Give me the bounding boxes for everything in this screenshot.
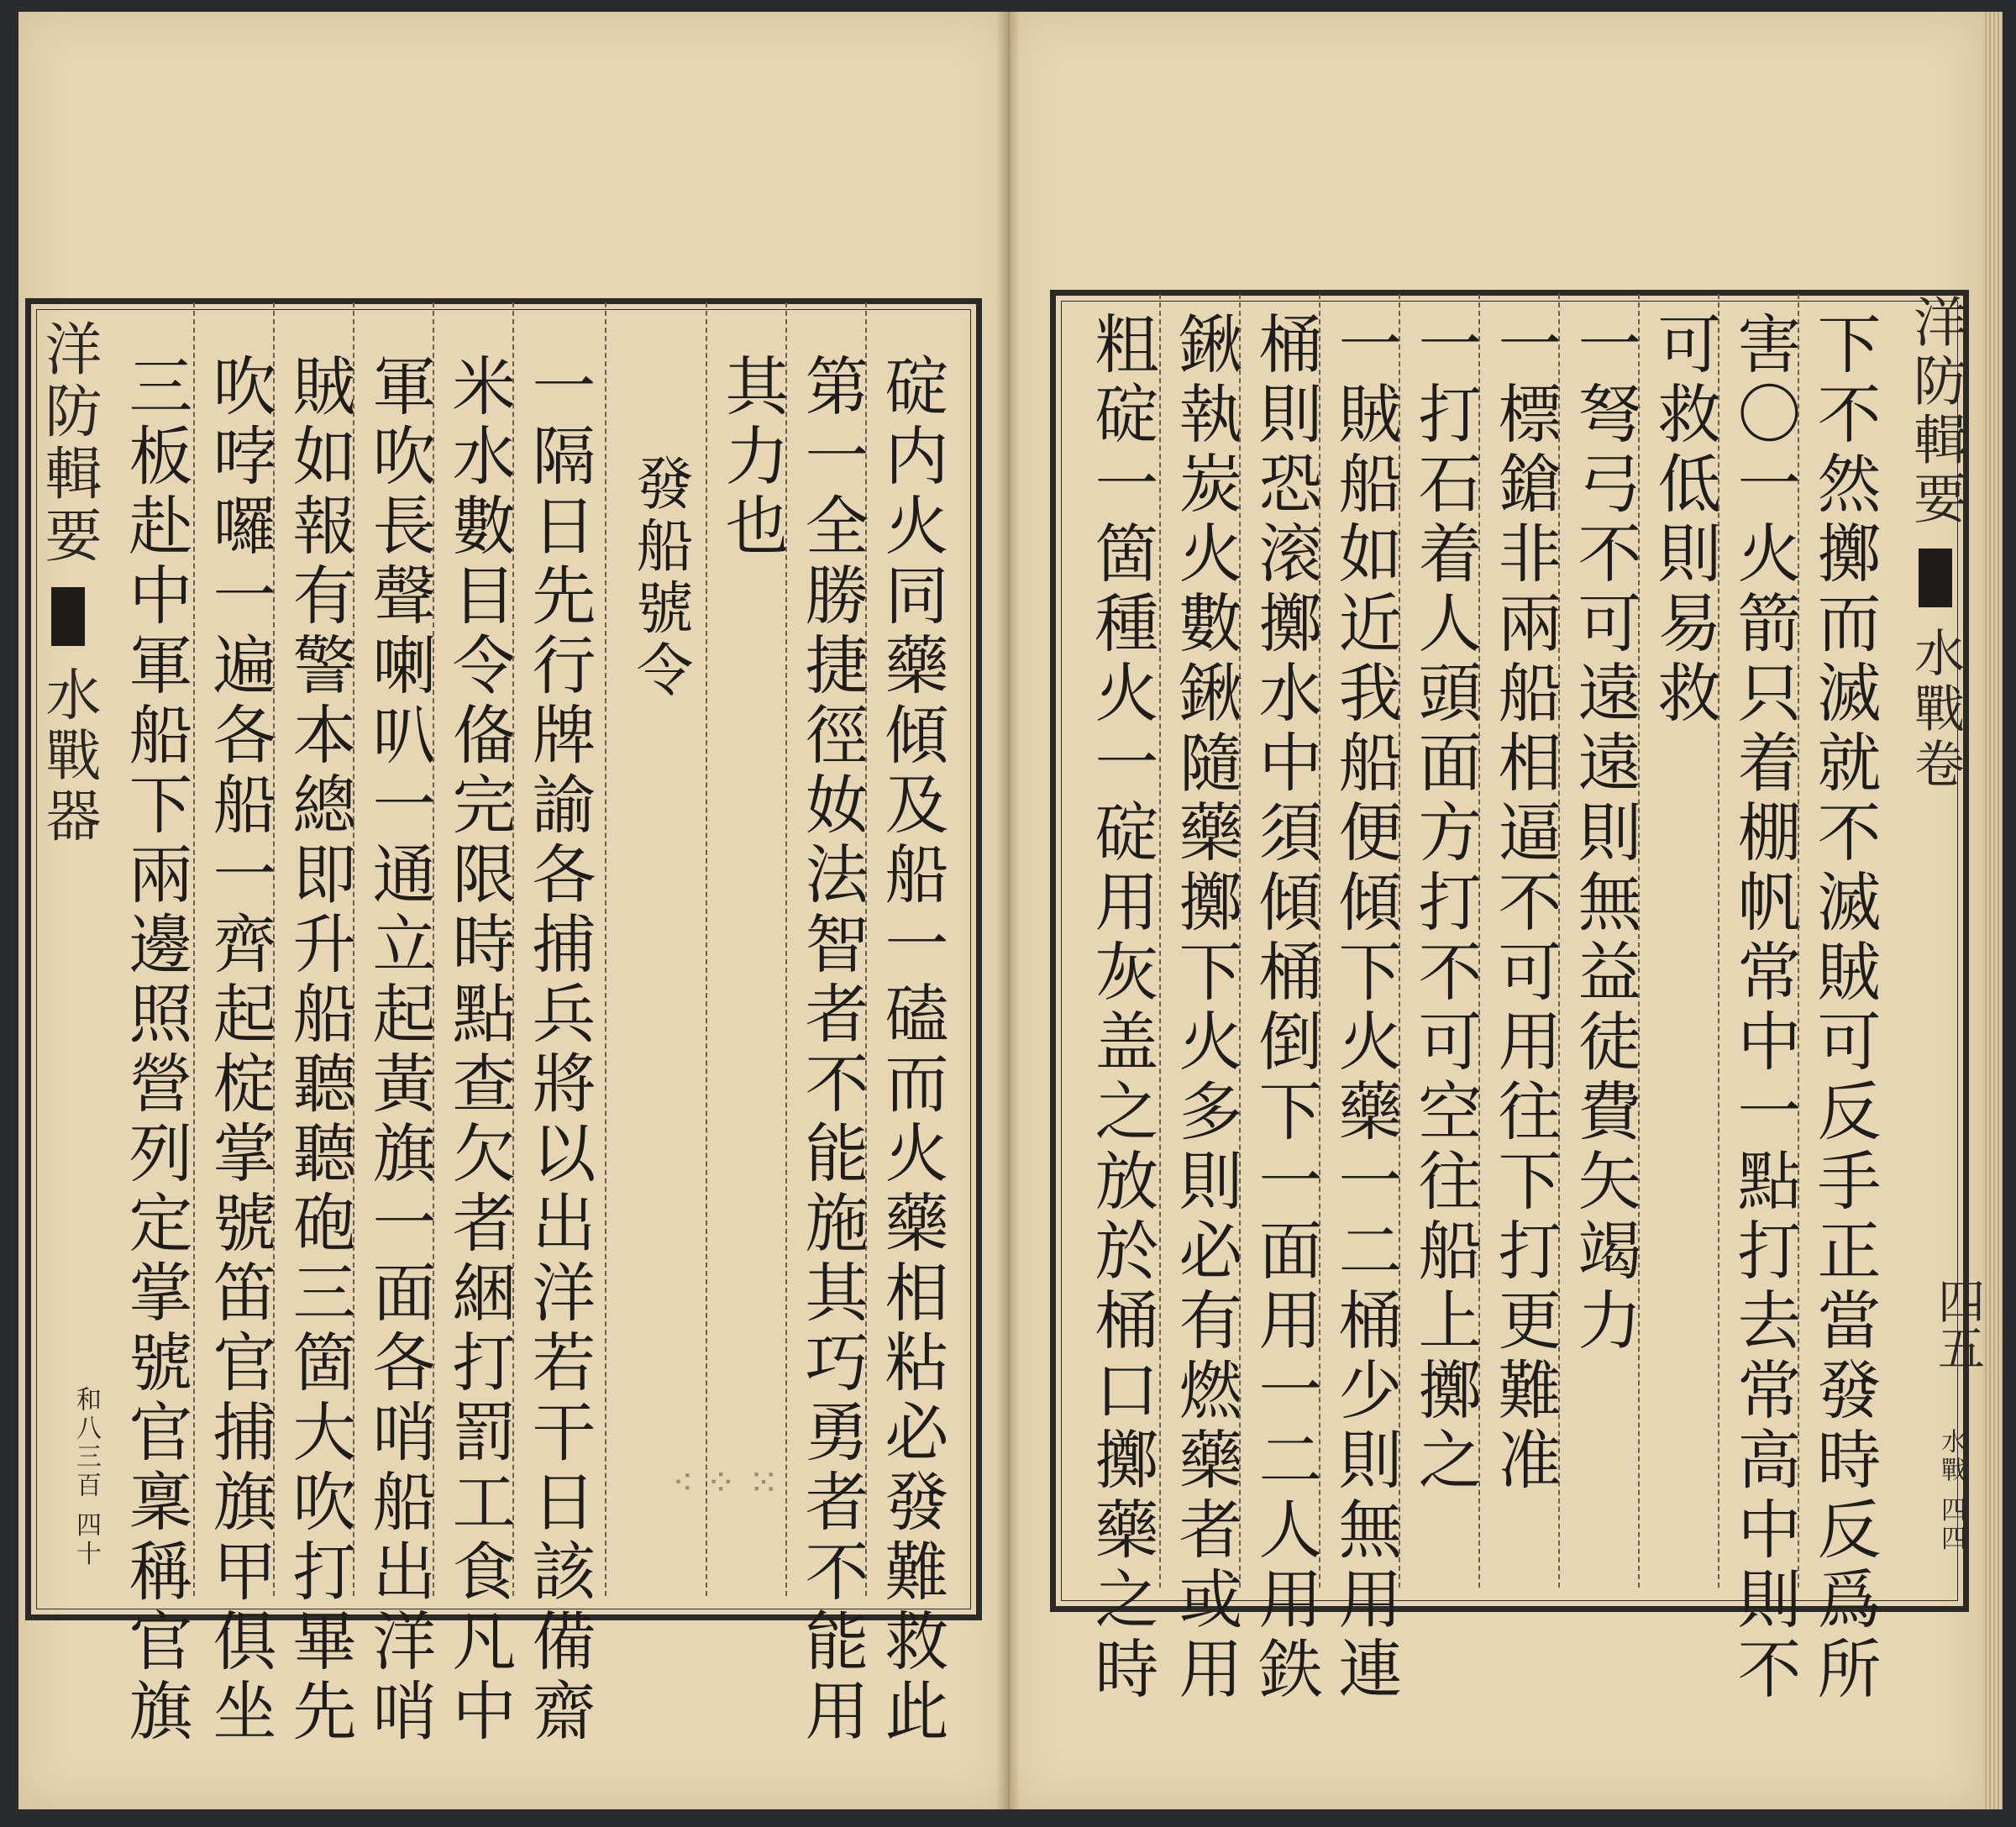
text-column: 一標鎗非兩船相逼不可用往下打更難准: [1488, 311, 1562, 1496]
text-column: 鍬執炭火數鍬隨藥擲下火多則必有燃藥者或用: [1168, 311, 1243, 1705]
right-margin-page: 四五: [1930, 1277, 1985, 1371]
column-rule: [1239, 294, 1241, 1588]
column-rule: [1558, 294, 1560, 1588]
column-rule: [193, 302, 195, 1596]
text-column: 一隔日先行牌諭各捕兵將以出洋若干日該備齋: [522, 353, 596, 1747]
text-column: 米水數目令俻完限時點查欠者綑打罰工食凡中: [442, 353, 517, 1747]
text-column: 一打石着人頭面方打不可空往船上擲之: [1408, 311, 1483, 1496]
left-margin-note: 和八三百 四十: [71, 1386, 101, 1569]
text-column: 桶則恐滚擲水中須傾桶倒下一面用一二人用鉄: [1248, 311, 1323, 1705]
text-column: 第一全勝捷徑奻法智者不能施其巧勇者不能用: [795, 353, 869, 1747]
fishtail-mark-icon: [1919, 549, 1952, 607]
left-margin-section: 水戰器: [36, 665, 101, 848]
text-column: 一弩弓不可遠遠則無益徒費矢竭力: [1567, 311, 1642, 1357]
right-margin-note: 水戰 四四: [1936, 1428, 1966, 1554]
column-rule: [1718, 294, 1719, 1588]
fishtail-mark-icon: [51, 587, 85, 646]
column-rule: [605, 302, 606, 1596]
column-rule: [1399, 294, 1400, 1588]
column-rule: [512, 302, 514, 1596]
text-column: 碇内火同藥傾及船一磕而火藥相粘必發難救此: [874, 353, 949, 1747]
text-column: 吹哱囉一遍各船一齊起椗掌號笛官捕旗甲俱坐: [202, 353, 277, 1747]
text-column: 粗碇一箇種火一碇用灰盖之放於桶口擲藥之時: [1084, 311, 1159, 1705]
section-heading: 發船號令: [627, 454, 693, 702]
column-rule: [1478, 294, 1480, 1588]
column-rule: [865, 302, 867, 1596]
column-rule: [785, 302, 787, 1596]
column-rule: [1638, 294, 1640, 1588]
column-rule: [353, 302, 354, 1596]
column-rule: [706, 302, 707, 1596]
ink-smudge: ⁖ ⁘ ⁙: [672, 1462, 780, 1504]
text-column: 賊如報有警本總即升船聽聽砲三箇大吹打畢先: [282, 353, 357, 1747]
text-column: 三板赴中軍船下兩邊照營列定掌號官稟稱官旗: [118, 353, 193, 1747]
text-column: 軍吹長聲喇叭一通立起黃旗一面各哨船出洋哨: [362, 353, 437, 1747]
column-rule: [433, 302, 434, 1596]
page-edges: [1982, 12, 2003, 1809]
text-column: 下不然擲而滅就不滅賊可反手正當發時反爲所: [1807, 311, 1882, 1705]
left-margin-title: 洋防輯要: [35, 319, 102, 568]
book-gutter: [996, 12, 1020, 1809]
column-rule: [1159, 294, 1161, 1588]
right-margin-section: 水戰卷: [1906, 627, 1965, 794]
text-column: 害〇一火箭只着棚帆常中一點打去常高中則不: [1727, 311, 1802, 1705]
column-rule: [1798, 294, 1799, 1588]
column-rule: [273, 302, 275, 1596]
text-column: 可救低則易救: [1647, 311, 1722, 729]
right-margin-column: [1890, 294, 1974, 1302]
column-rule: [1319, 294, 1320, 1588]
text-column: 一賊船如近我船便傾下火藥一二桶少則無用連: [1328, 311, 1403, 1705]
right-margin-title: 洋防輯要: [1904, 294, 1966, 529]
text-column: 其力也: [715, 353, 790, 562]
left-margin-column: [25, 319, 109, 1495]
